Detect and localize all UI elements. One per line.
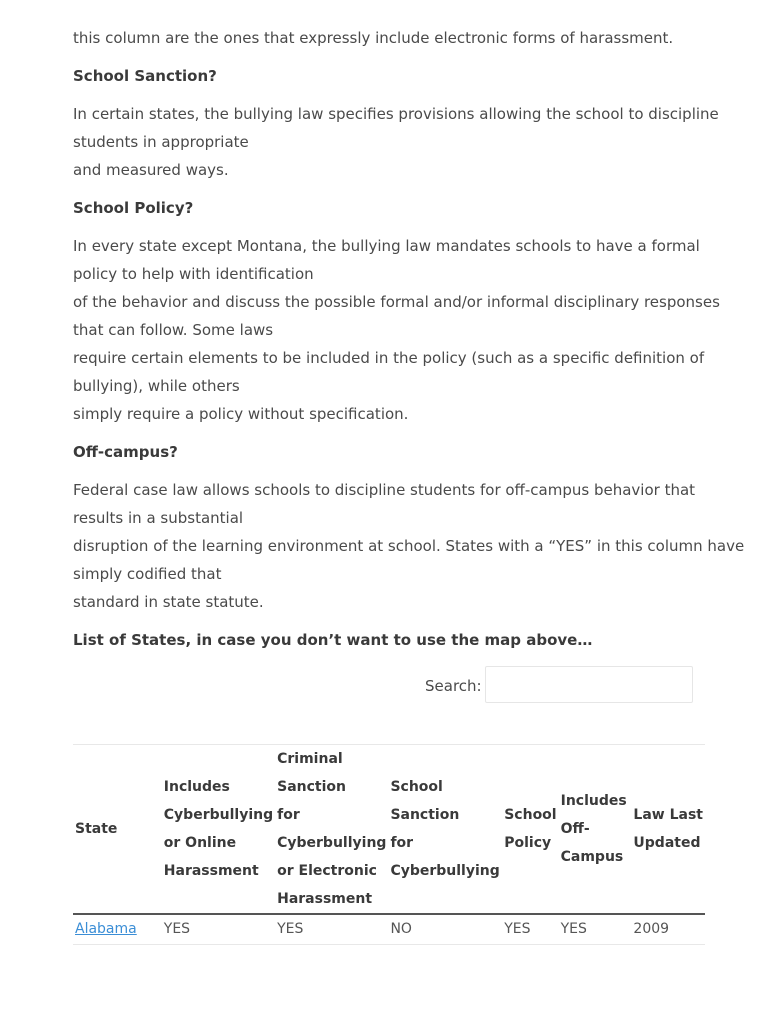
header-text: Policy bbox=[504, 835, 552, 851]
school-sanction-cell: NO bbox=[388, 914, 502, 945]
school-policy-paragraph bbox=[73, 232, 720, 428]
header-text: School bbox=[504, 807, 557, 823]
header-text: or Electronic bbox=[277, 863, 377, 879]
header-text: Campus bbox=[560, 849, 624, 865]
header-text: Includes bbox=[163, 779, 230, 795]
paragraph-line: policy to help with identification bbox=[73, 265, 314, 283]
header-text: Cyberbullying bbox=[390, 863, 500, 879]
paragraph-line: Federal case law allows schools to discipline students for off-campus behavior that bbox=[73, 481, 696, 499]
header-text: or Online bbox=[163, 835, 237, 851]
paragraph-line: In certain states, the bullying law specifies provisions allowing the school to discipline bbox=[73, 105, 719, 123]
column-header-off-campus[interactable] bbox=[559, 745, 632, 915]
search-input[interactable] bbox=[485, 666, 693, 703]
paragraph-line: standard in state statute. bbox=[73, 593, 264, 611]
paragraph-line: require certain elements to be included in the policy (such as a specific definition of bbox=[73, 349, 705, 367]
off-campus-paragraph bbox=[73, 476, 745, 616]
search-label: Search: bbox=[425, 677, 482, 695]
column-header-law-last-updated[interactable] bbox=[631, 745, 705, 915]
header-text: Off- bbox=[560, 821, 590, 837]
table-row bbox=[73, 914, 705, 945]
header-text: for bbox=[390, 835, 414, 851]
header-text: Updated bbox=[633, 835, 701, 851]
paragraph-line: simply codified that bbox=[73, 565, 222, 583]
paragraph-line: that can follow. Some laws bbox=[73, 321, 274, 339]
school-policy-heading: School Policy? bbox=[73, 199, 194, 217]
header-text: Harassment bbox=[163, 863, 259, 879]
paragraph-line: disruption of the learning environment at school. States with a “YES” in this column have bbox=[73, 537, 745, 555]
paragraph-line: In every state except Montana, the bullying law mandates schools to have a formal bbox=[73, 237, 700, 255]
school-sanction-paragraph bbox=[73, 100, 719, 184]
column-header-criminal-sanction[interactable] bbox=[275, 745, 388, 915]
header-text: Cyberbullying bbox=[277, 835, 387, 851]
column-header-cyberbullying[interactable] bbox=[162, 745, 275, 915]
header-text: Includes bbox=[560, 793, 627, 809]
header-text: for bbox=[277, 807, 300, 823]
paragraph-line: results in a substantial bbox=[73, 509, 244, 527]
header-text: Sanction bbox=[277, 779, 346, 795]
off-campus-cell: YES bbox=[559, 914, 632, 945]
header-text: Criminal bbox=[277, 751, 343, 767]
paragraph-line: and measured ways. bbox=[73, 161, 229, 179]
law-last-updated-cell: 2009 bbox=[631, 914, 705, 945]
paragraph-line: bullying), while others bbox=[73, 377, 240, 395]
paragraph-line: students in appropriate bbox=[73, 133, 249, 151]
list-of-states-heading: List of States, in case you don’t want to use the map above… bbox=[73, 631, 593, 649]
state-link[interactable]: Alabama bbox=[75, 921, 137, 937]
school-policy-cell: YES bbox=[502, 914, 558, 945]
header-text: Harassment bbox=[277, 891, 373, 907]
school-sanction-heading: School Sanction? bbox=[73, 67, 217, 85]
column-header-school-policy[interactable] bbox=[502, 745, 558, 915]
header-text: State bbox=[75, 821, 118, 837]
off-campus-heading: Off-campus? bbox=[73, 443, 178, 461]
table-search-row bbox=[0, 666, 768, 706]
paragraph-line: simply require a policy without specification. bbox=[73, 405, 409, 423]
states-table bbox=[73, 744, 705, 945]
header-text: Cyberbullying bbox=[163, 807, 274, 823]
column-header-state[interactable] bbox=[73, 745, 162, 915]
table-header-row bbox=[73, 745, 705, 915]
header-text: School bbox=[390, 779, 443, 795]
intro-tail-text: this column are the ones that expressly include electronic forms of harassment. bbox=[73, 29, 674, 47]
cyberbullying-cell: YES bbox=[162, 914, 275, 945]
paragraph-line: of the behavior and discuss the possible formal and/or informal disciplinary responses bbox=[73, 293, 720, 311]
column-header-school-sanction[interactable] bbox=[388, 745, 502, 915]
header-text: Sanction bbox=[390, 807, 460, 823]
header-text: Law Last bbox=[633, 807, 703, 823]
state-cell bbox=[73, 914, 162, 945]
criminal-sanction-cell: YES bbox=[275, 914, 388, 945]
